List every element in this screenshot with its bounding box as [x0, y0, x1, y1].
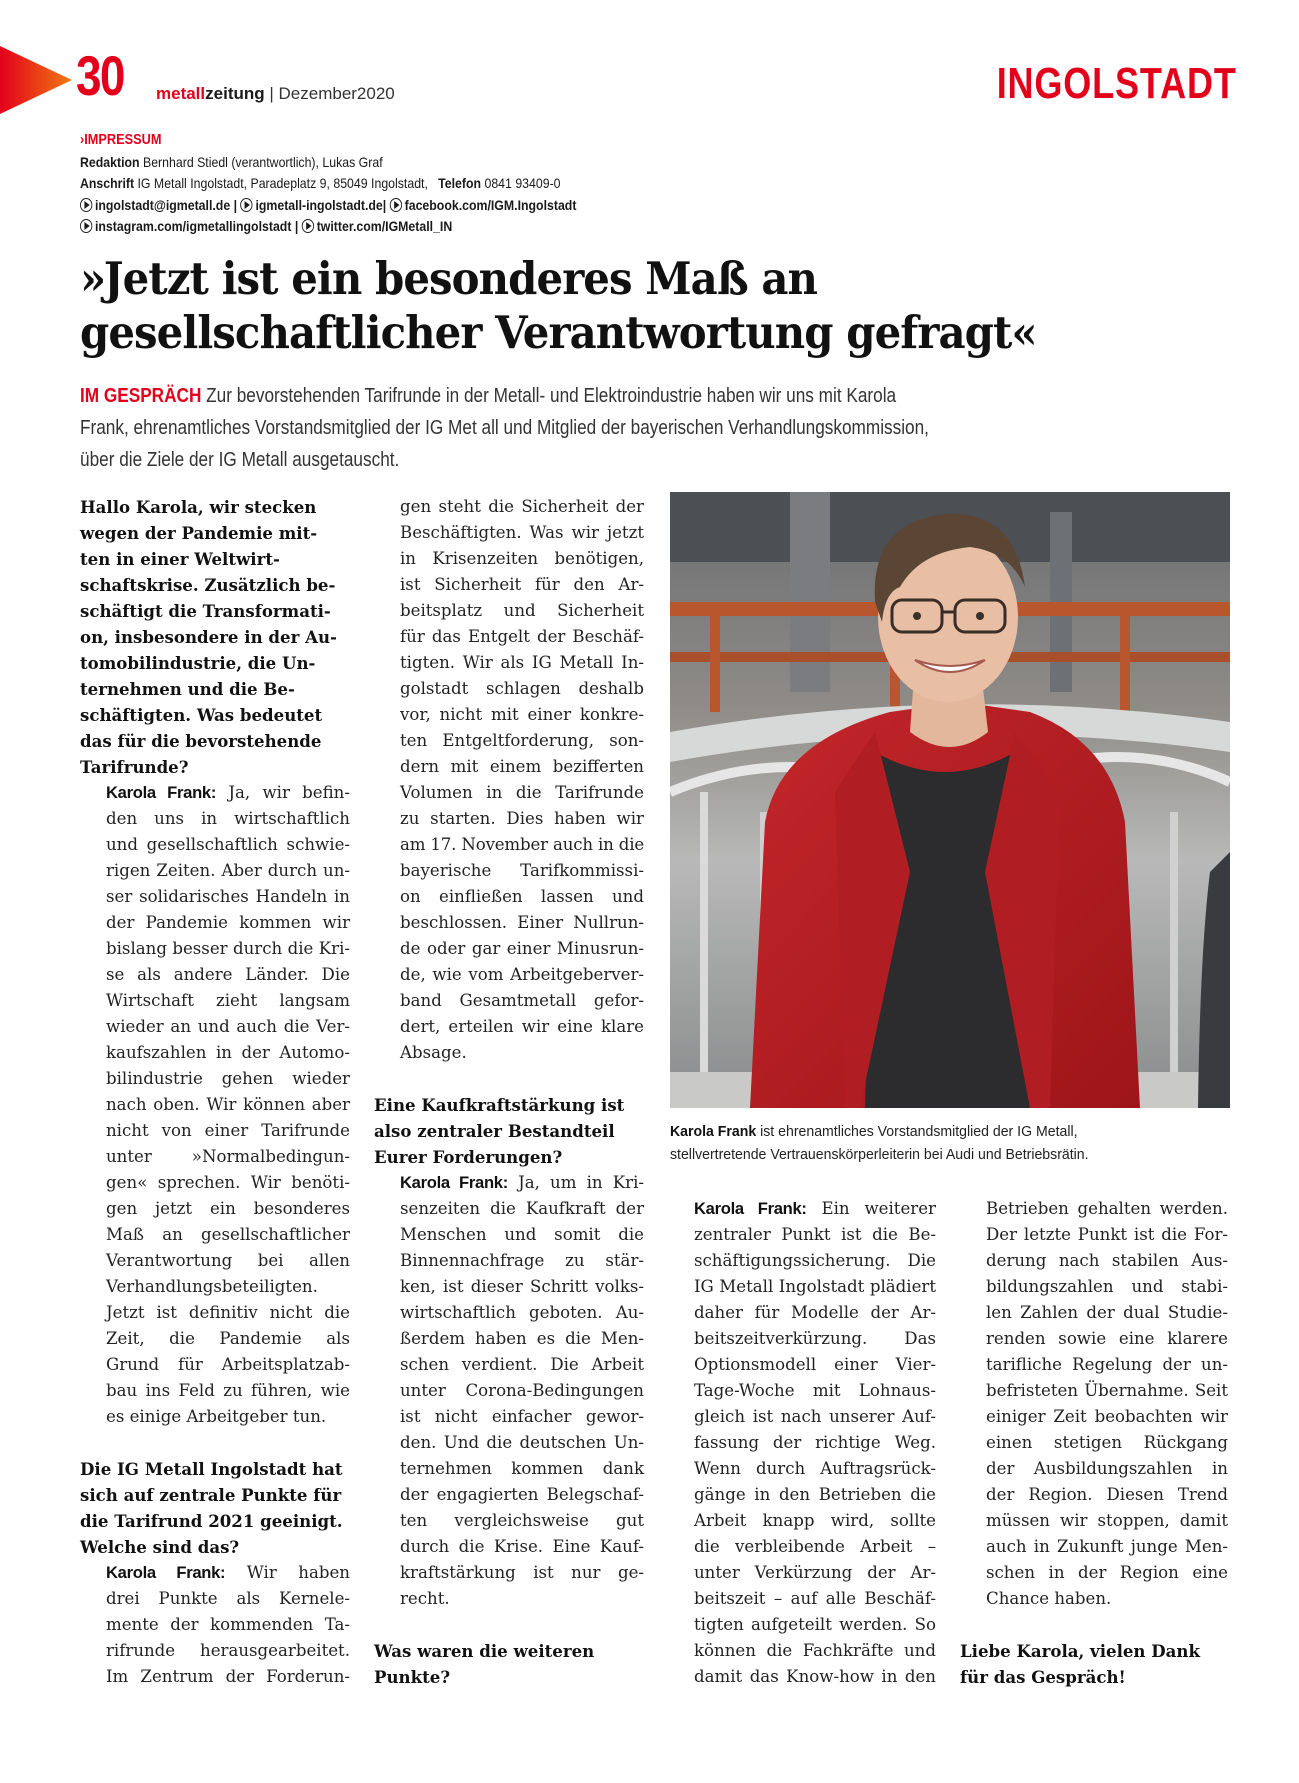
speaker-label: Karola Frank:: [400, 1173, 508, 1192]
intro-kicker: IM GESPRÄCH: [80, 385, 202, 407]
article-intro: [80, 380, 1180, 476]
paragraph-gap: [374, 1066, 644, 1092]
region-title: INGOLSTADT: [996, 59, 1237, 108]
answer-line: in Krisenzeiten benötigen,: [400, 549, 644, 568]
answer-line: unter Verkürzung der Ar-: [694, 1563, 936, 1582]
answer-line: Betrieben gehalten werden.: [986, 1199, 1228, 1218]
answer-line: derung nach stabilen Aus-: [986, 1251, 1228, 1270]
impressum-links-row2: [80, 216, 696, 238]
answer-line: beitsplatz und Sicherheit: [400, 601, 644, 620]
question-line: Eine Kaufkraftstärkung ist: [374, 1095, 625, 1115]
answer-line: bilindustrie gehen wieder: [106, 1069, 350, 1088]
answer-line: fassung der richtige Weg.: [694, 1433, 936, 1452]
anschrift-value: IG Metall Ingolstadt, Paradeplatz 9, 85049 Ingolstadt,: [134, 175, 439, 191]
answer-line: zentraler Punkt ist die Be-: [694, 1225, 936, 1244]
answer-line: ten vergleichsweise gut: [400, 1511, 644, 1530]
answer-line: Absage.: [400, 1043, 467, 1062]
answer-line: Arbeit knapp wird, sollte: [694, 1511, 936, 1530]
impressum-redaktion: [80, 152, 696, 174]
answer-line: vor, nicht mit einer konkre-: [400, 705, 644, 724]
answer-line: Wenn durch Auftragsrück-: [694, 1459, 936, 1478]
answer-line: einiger Zeit beobachten wir: [986, 1407, 1228, 1426]
answer-line: gen jetzt ein besonderes: [106, 1199, 350, 1218]
question-line: also zentraler Bestandteil: [374, 1121, 615, 1141]
intro-line-1: [80, 380, 1026, 412]
answer-line: ken, ist dieser Schritt volks-: [400, 1277, 644, 1296]
answer-line: unter Corona-Bedingungen: [400, 1381, 644, 1400]
impressum-heading: ›IMPRESSUM: [80, 132, 162, 148]
answer-line: gen steht die Sicherheit der: [400, 497, 644, 516]
question-line: das für die bevorstehende: [80, 731, 322, 751]
article-headline: [80, 252, 1230, 360]
answer-first-line: [668, 1196, 936, 1222]
question-line: Welche sind das?: [80, 1537, 240, 1557]
answer-line: Beschäftigten. Was wir jetzt: [400, 523, 644, 542]
answer-line: schen in der Region eine: [986, 1563, 1228, 1582]
answer-text: Ja, wir befin-: [216, 783, 350, 802]
page-marker-triangle: [0, 46, 72, 114]
twitter-link[interactable]: twitter.com/IGMetall_IN: [316, 218, 453, 234]
answer-line: der Ausbildungszahlen in: [986, 1459, 1228, 1478]
answer-line: können die Fachkräfte und: [694, 1641, 936, 1660]
answer-line: den uns in wirtschaftlich: [106, 809, 350, 828]
paragraph-gap: [80, 1430, 350, 1456]
answer-line: rigen Zeiten. Aber durch un-: [106, 861, 350, 880]
portrait-photo: [670, 492, 1230, 1108]
answer-text: Ja, um in Kri-: [507, 1173, 644, 1192]
answer-line: bau ins Feld zu führen, wie: [106, 1381, 350, 1400]
answer-line: den. Und die deutschen Un-: [400, 1433, 644, 1452]
answer-line: gen« sprechen. Wir benöti-: [106, 1173, 350, 1192]
answer-line: bayerische Tarifkommissi-: [400, 861, 644, 880]
caption-name: Karola Frank: [670, 1123, 757, 1140]
answer-line: ten Entgeltforderung, son-: [400, 731, 644, 750]
telefon-value: 0841 93409-0: [481, 175, 561, 191]
answer-line: es einige Arbeitgeber tun.: [106, 1407, 327, 1426]
answer-line: de, wie vom Arbeitgeberver-: [400, 965, 644, 984]
answer-line: nach oben. Wir können aber: [106, 1095, 350, 1114]
impressum-anschrift: [80, 173, 696, 195]
answer-line: Verhandlungsbeteiligten.: [106, 1277, 318, 1296]
caption-line-1: [670, 1120, 1234, 1143]
page-number: 30: [76, 44, 124, 107]
impressum: [80, 130, 780, 238]
question-line: die Tarifrund 2021 geeinigt.: [80, 1511, 343, 1531]
answer-line: tigten aufgeteilt werden. So: [694, 1615, 936, 1634]
answer-line: beitszeit – auf alle Beschäf-: [694, 1589, 936, 1608]
answer-line: daher für Modelle der Ar-: [694, 1303, 936, 1322]
portrait-illustration: [670, 492, 1230, 1108]
answer-line: Optionsmodell einer Vier-: [694, 1355, 936, 1374]
answer-line: ser solidarisches Handeln in: [106, 887, 350, 906]
answer-line: mente der kommenden Ta-: [106, 1615, 350, 1634]
question-line: schäftigten. Was bedeutet: [80, 705, 323, 725]
answer-line: drei Punkte als Kernele-: [106, 1589, 350, 1608]
answer-line: durch die Krise. Eine Kauf-: [400, 1537, 644, 1556]
answer-line: auch in Zukunft junge Men-: [986, 1537, 1228, 1556]
answer-first-line: [80, 1560, 350, 1586]
answer-line: tarifliche Regelung der un-: [986, 1355, 1228, 1374]
answer-line: ist nicht einfacher gewor-: [400, 1407, 644, 1426]
email-link[interactable]: ingolstadt@igmetall.de: [94, 196, 231, 213]
answer-line: golstadt schlagen deshalb: [400, 679, 644, 698]
answer-line: ßerdem haben es die Men-: [400, 1329, 644, 1348]
question-line: Hallo Karola, wir stecken: [80, 497, 317, 517]
answer-line: der Region. Diesen Trend: [986, 1485, 1228, 1504]
answer-line: ist Sicherheit für den Ar-: [400, 575, 644, 594]
caption-text-1: ist ehrenamtliches Vorstandsmitglied der IG Metall,: [756, 1123, 1078, 1140]
answer-line: befristeten Übernahme. Seit: [986, 1381, 1228, 1400]
answer-line: rifrunde herausgearbeitet.: [106, 1641, 350, 1660]
answer-line: Wirtschaft zieht langsam: [106, 991, 350, 1010]
answer-line: schen verdient. Die Arbeit: [400, 1355, 644, 1374]
answer-line: Tage-Woche mit Lohnaus-: [694, 1381, 936, 1400]
question-line: Was waren die weiteren: [374, 1641, 595, 1661]
answer-line: recht.: [400, 1589, 450, 1608]
answer-line: Jetzt ist definitiv nicht die: [106, 1303, 350, 1322]
question-line: Eurer Forderungen?: [374, 1147, 563, 1167]
separator: |: [264, 84, 279, 103]
answer-line: len Zahlen der dual Studie-: [986, 1303, 1228, 1322]
question-line: schäftigt die Transformati-: [80, 601, 331, 621]
answer-line: schäftigungssicherung. Die: [694, 1251, 936, 1270]
magazine-title: [156, 84, 395, 104]
link-separator: |: [382, 196, 390, 213]
answer-first-line: [80, 780, 350, 806]
answer-line: Chance haben.: [986, 1589, 1112, 1608]
answer-line: Zeit, die Pandemie als: [106, 1329, 350, 1348]
answer-line: bislang besser durch die Kri-: [106, 939, 350, 958]
magazine-name-part2: zeitung: [205, 84, 265, 103]
answer-line: der Pandemie kommen wir: [106, 913, 350, 932]
answer-line: am 17. November auch in die: [400, 835, 644, 854]
answer-line: Maß an gesellschaftlicher: [106, 1225, 350, 1244]
answer-line: IG Metall Ingolstadt plädiert: [694, 1277, 936, 1296]
answer-line: damit das Know-how in den: [694, 1667, 936, 1686]
answer-line: Grund für Arbeitsplatzab-: [106, 1355, 350, 1374]
intro-line-3: über die Ziele der IG Metall ausgetauscht.: [80, 449, 400, 471]
link-separator: |: [230, 196, 241, 213]
instagram-link[interactable]: instagram.com/igmetallingolstadt: [94, 218, 292, 234]
text-column-4: [960, 1196, 1228, 1690]
paragraph-gap: [960, 1612, 1228, 1638]
impressum-links-row1: [80, 195, 696, 217]
answer-line: Verantwortung bei allen: [106, 1251, 350, 1270]
link-separator: |: [291, 218, 302, 234]
answer-line: nicht von einer Tarifrunde: [106, 1121, 350, 1140]
answer-line: Volumen in die Tarifrunde: [400, 783, 644, 802]
question-line: ternehmen und die Be-: [80, 679, 295, 699]
paragraph-gap: [374, 1612, 644, 1638]
answer-line: se als andere Länder. Die: [106, 965, 350, 984]
answer-line: einen stetigen Rückgang: [986, 1433, 1228, 1452]
redaktion-value: Bernhard Stiedl (verantwortlich), Lukas Graf: [139, 153, 383, 170]
answer-line: beitszeitverkürzung. Das: [694, 1329, 936, 1348]
speaker-label: Karola Frank:: [106, 1563, 226, 1582]
play-circle-icon: [80, 219, 92, 233]
closing-line: Liebe Karola, vielen Dank: [960, 1641, 1200, 1661]
answer-line: wirtschaftlich geboten. Au-: [400, 1303, 644, 1322]
headline-line-1: »Jetzt ist ein besonderes Maß an: [80, 252, 818, 305]
intro-text-1: Zur bevorstehenden Tarifrunde in der Metall- und Elektroindustrie haben wir uns mit Karola: [201, 385, 897, 407]
question-line: Punkte?: [374, 1667, 451, 1687]
intro-line-2: Frank, ehrenamtliches Vorstandsmitglied der IG Met all und Mitglied der bayerischen Verhandlungskommission,: [80, 417, 929, 439]
answer-line: wieder an und auch die Ver-: [106, 1017, 350, 1036]
answer-line: der engagierten Belegschaf-: [400, 1485, 644, 1504]
answer-line: tigten. Wir als IG Metall In-: [400, 653, 644, 672]
question-line: on, insbesondere in der Au-: [80, 627, 337, 647]
answer-line: senzeiten die Kaufkraft der: [400, 1199, 644, 1218]
answer-line: gänge in den Betrieben die: [694, 1485, 936, 1504]
telefon-label: Telefon: [438, 175, 482, 191]
answer-line: und gesellschaftlich schwie-: [106, 835, 350, 854]
answer-line: die verbleibende Arbeit –: [694, 1537, 936, 1556]
speaker-label: Karola Frank:: [106, 783, 217, 802]
website-link[interactable]: igmetall-ingolstadt.de: [255, 196, 383, 213]
redaktion-label: Redaktion: [80, 153, 140, 170]
answer-line: bildungszahlen und stabi-: [986, 1277, 1228, 1296]
magazine-name-part1: metall: [156, 84, 206, 103]
question-line: sich auf zentrale Punkte für: [80, 1485, 342, 1505]
answer-text: Ein weiterer: [806, 1199, 936, 1218]
anschrift-label: Anschrift: [80, 175, 135, 191]
answer-line: band Gesamtmetall gefor-: [400, 991, 644, 1010]
answer-line: Der letzte Punkt ist die For-: [986, 1225, 1228, 1244]
text-column-1: [80, 494, 350, 1690]
answer-line: dern mit einem bezifferten: [400, 757, 644, 776]
question-line: schaftskrise. Zusätzlich be-: [80, 575, 336, 595]
answer-line: ternehmen kommen dank: [400, 1459, 644, 1478]
answer-line: unter »Normalbedingun-: [106, 1147, 350, 1166]
caption-line-2: stellvertretende Vertrauenskörperleiterin bei Audi und Betriebsrätin.: [670, 1146, 1089, 1163]
answer-line: on einfließen lassen und: [400, 887, 644, 906]
issue-date: Dezember2020: [278, 84, 395, 103]
answer-line: Im Zentrum der Forderun-: [106, 1667, 350, 1686]
answer-line: kaufszahlen in der Automo-: [106, 1043, 350, 1062]
answer-text: Wir haben: [225, 1563, 350, 1582]
question-line: ten in einer Weltwirt-: [80, 549, 280, 569]
answer-line: beschlossen. Einer Nullrun-: [400, 913, 644, 932]
answer-line: Menschen und somit die: [400, 1225, 644, 1244]
photo-caption: [670, 1120, 1270, 1166]
question-line: Tarifrunde?: [80, 757, 189, 777]
play-circle-icon: [390, 198, 402, 212]
facebook-link[interactable]: facebook.com/IGM.Ingolstadt: [404, 196, 577, 213]
text-column-2: [374, 494, 644, 1690]
closing-line: für das Gespräch!: [960, 1667, 1126, 1687]
answer-first-line: [374, 1170, 644, 1196]
play-circle-icon: [302, 219, 314, 233]
answer-line: zu starten. Dies haben wir: [400, 809, 644, 828]
text-column-3: [668, 1196, 936, 1690]
speaker-label: Karola Frank:: [694, 1199, 807, 1218]
play-circle-icon: [240, 198, 252, 212]
question-line: Die IG Metall Ingolstadt hat: [80, 1459, 343, 1479]
headline-line-2: gesellschaftlicher Verantwortung gefragt«: [80, 306, 1037, 359]
answer-line: dert, erteilen wir eine klare: [400, 1017, 644, 1036]
answer-line: renden sowie eine klarere: [986, 1329, 1228, 1348]
answer-line: kraftstärkung ist nur ge-: [400, 1563, 644, 1582]
answer-line: Binnennachfrage zu stär-: [400, 1251, 644, 1270]
play-circle-icon: [80, 198, 92, 212]
question-line: wegen der Pandemie mit-: [80, 523, 318, 543]
answer-line: müssen wir stoppen, damit: [986, 1511, 1228, 1530]
answer-line: de oder gar einer Minusrun-: [400, 939, 644, 958]
answer-line: gleich ist nach unserer Auf-: [694, 1407, 936, 1426]
answer-line: für das Entgelt der Beschäf-: [400, 627, 644, 646]
question-line: tomobilindustrie, die Un-: [80, 653, 316, 673]
